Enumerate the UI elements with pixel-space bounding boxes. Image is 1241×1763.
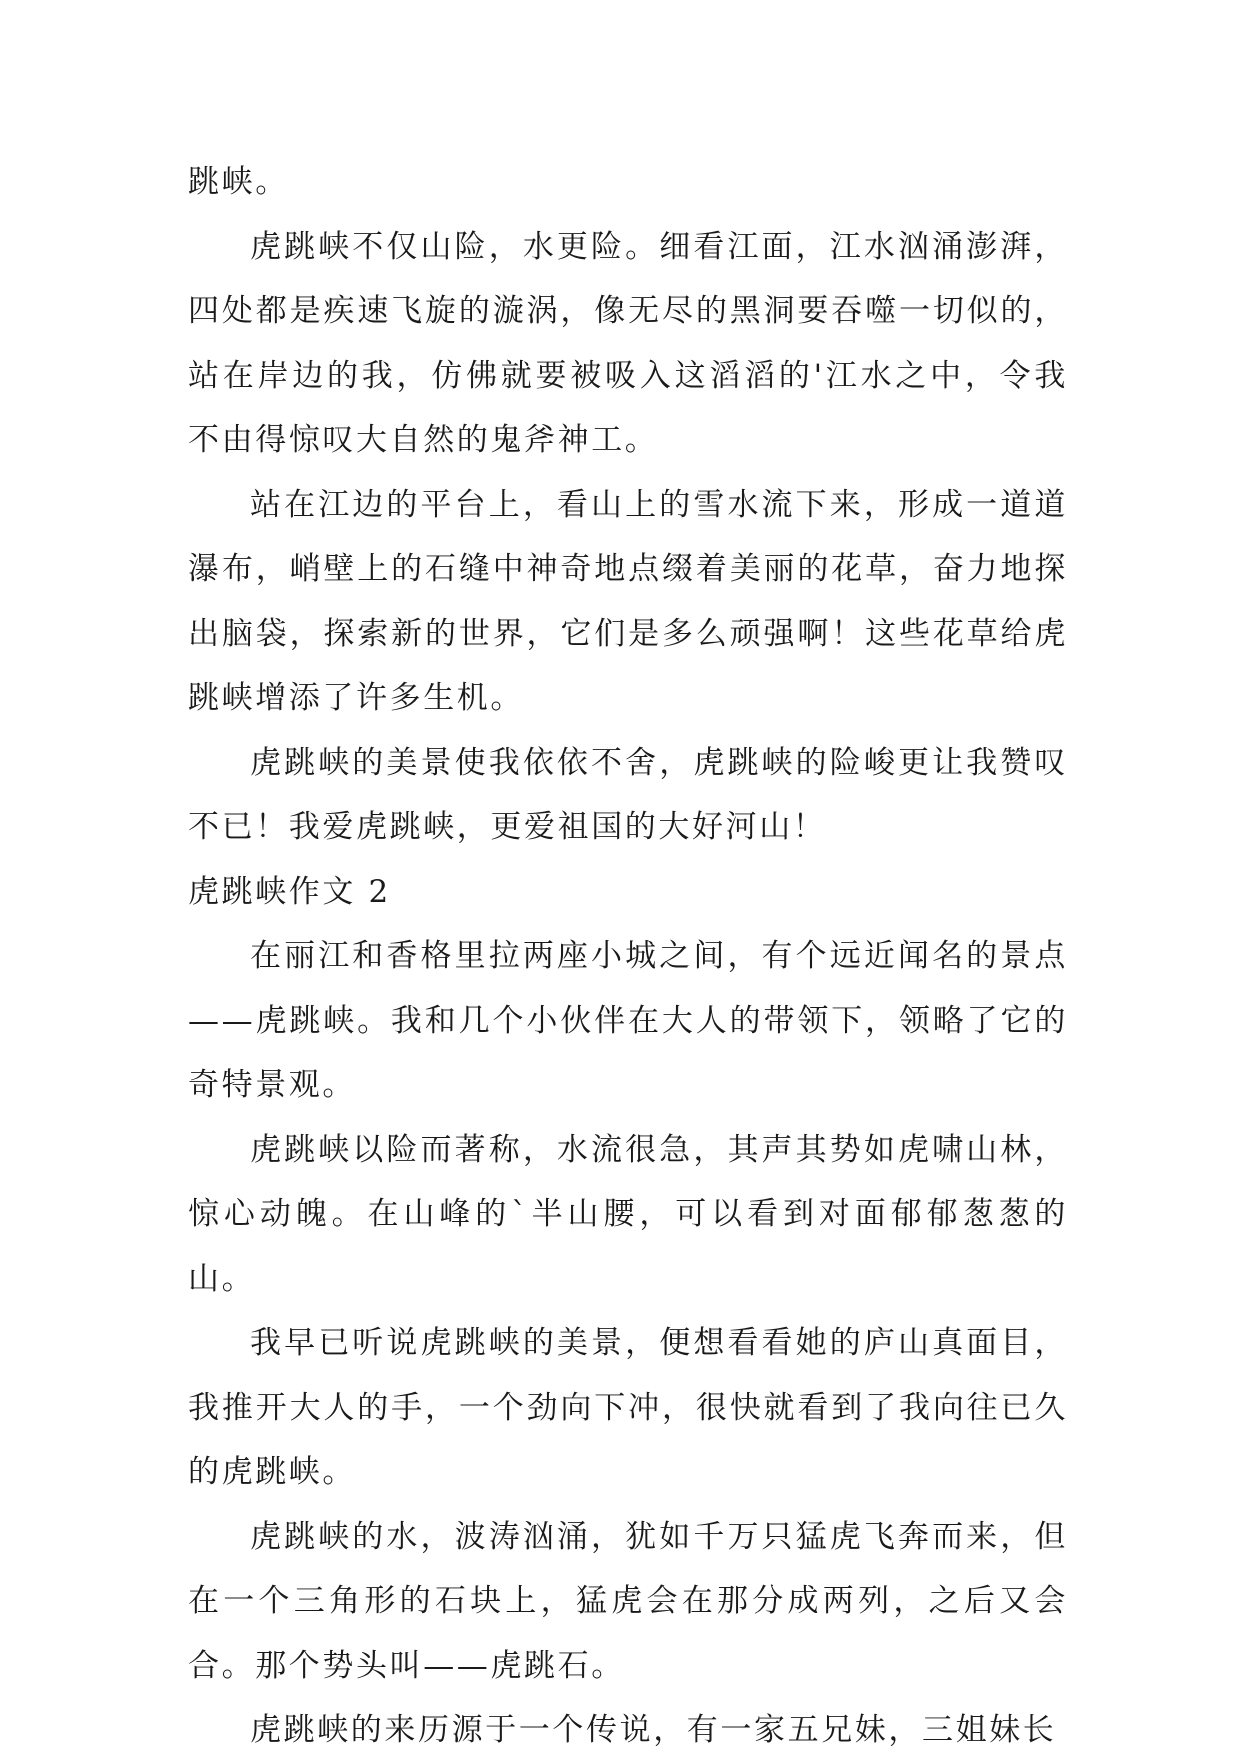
- paragraph: 在丽江和香格里拉两座小城之间，有个远近闻名的景点——虎跳峡。我和几个小伙伴在大人的带领下，领略了它的奇特景观。: [188, 938, 1068, 1103]
- paragraph-continuation: 跳峡。: [188, 164, 289, 200]
- paragraph: 虎跳峡的美景使我依依不舍，虎跳峡的险峻更让我赞叹不已！我爱虎跳峡，更爱祖国的大好河山！: [188, 744, 1068, 845]
- document-body: [188, 150, 1068, 1763]
- paragraph: 虎跳峡不仅山险，水更险。细看江面，江水汹涌澎湃，四处都是疾速飞旋的漩涡，像无尽的黑洞要吞噬一切似的，站在岸边的我，仿佛就要被吸入这滔滔的'江水之中，令我不由得惊叹大自然的鬼斧神工。: [188, 228, 1068, 458]
- paragraph: 我早已听说虎跳峡的美景，便想看看她的庐山真面目，我推开大人的手，一个劲向下冲，很快就看到了我向往已久的虎跳峡。: [188, 1325, 1068, 1490]
- paragraph: 站在江边的平台上，看山上的雪水流下来，形成一道道瀑布，峭壁上的石缝中神奇地点缀着美丽的花草，奋力地探出脑袋，探索新的世界，它们是多么顽强啊！这些花草给虎跳峡增添了许多生机。: [188, 486, 1068, 716]
- paragraph: 虎跳峡的来历源于一个传说，有一家五兄妹，三姐妹长: [250, 1712, 1057, 1748]
- paragraph: 虎跳峡的水，波涛汹涌，犹如千万只猛虎飞奔而来，但在一个三角形的石块上，猛虎会在那分成两列，之后又会合。那个势头叫——虎跳石。: [188, 1518, 1068, 1684]
- section-heading: 虎跳峡作文 2: [188, 873, 391, 910]
- paragraph: 虎跳峡以险而著称，水流很急，其声其势如虎啸山林，惊心动魄。在山峰的`半山腰，可以看到对面郁郁葱葱的山。: [188, 1131, 1068, 1297]
